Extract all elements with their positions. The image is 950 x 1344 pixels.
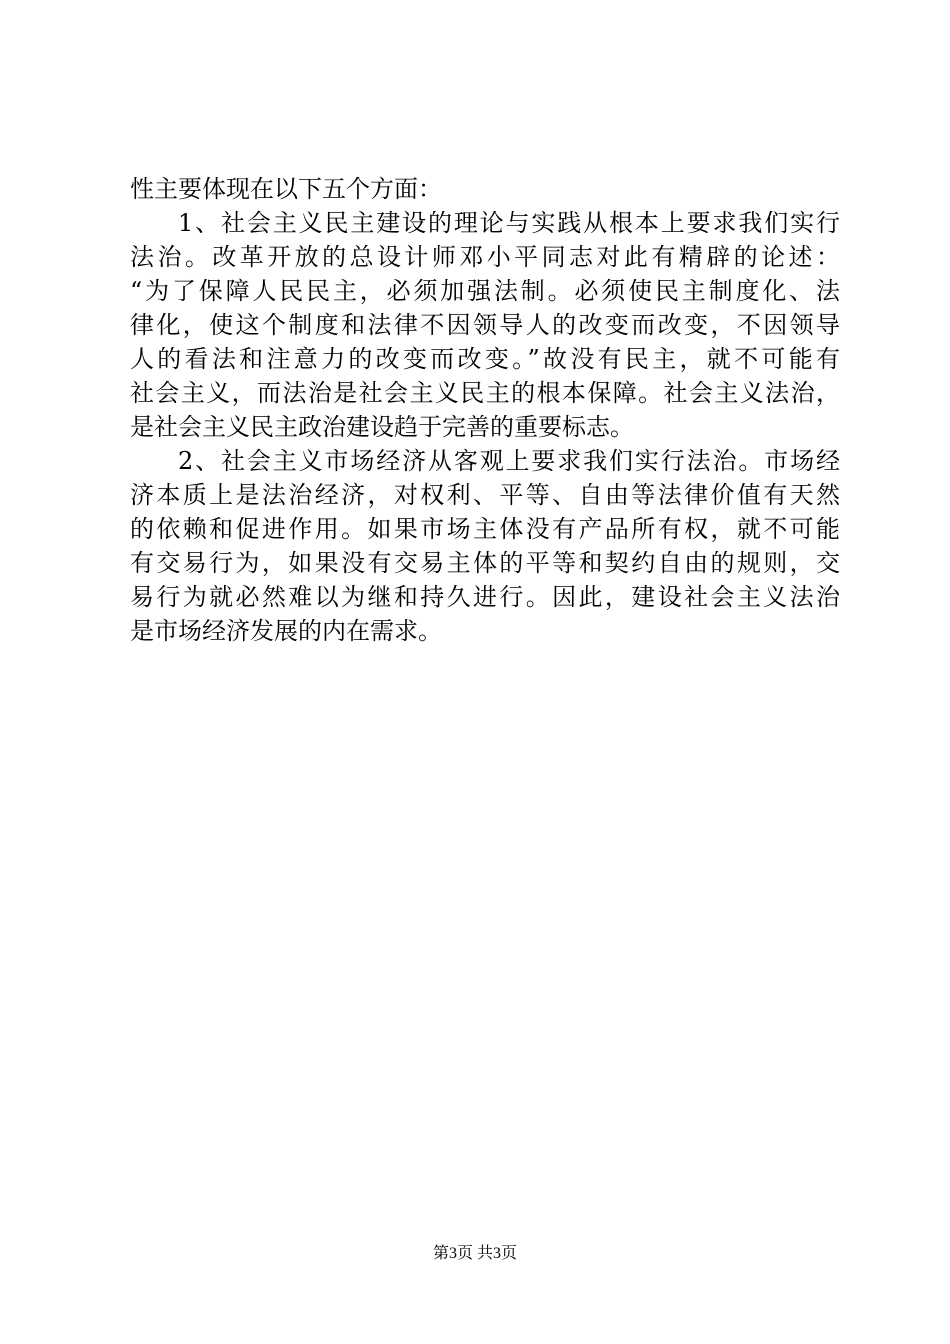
text-line: 有交易行为，如果没有交易主体的平等和契约自由的规则，交	[130, 549, 840, 577]
document-body	[130, 172, 840, 648]
text-line: 人的看法和注意力的改变而改变。”故没有民主，就不可能有	[130, 345, 840, 373]
text-line: 性主要体现在以下五个方面：	[130, 175, 442, 203]
text-line: “为了保障人民民主，必须加强法制。必须使民主制度化、法	[130, 277, 840, 305]
text-line: 的依赖和促进作用。如果市场主体没有产品所有权，就不可能	[130, 515, 840, 543]
paragraph-2-first-line: 2、社会主义市场经济从客观上要求我们实行法治。市场经	[178, 447, 840, 475]
paragraph-1-first-line: 1、社会主义民主建设的理论与实践从根本上要求我们实行	[178, 209, 840, 237]
text-line: 法治。改革开放的总设计师邓小平同志对此有精辟的论述：	[130, 243, 840, 271]
page-number-footer: 第3页 共3页	[432, 1245, 517, 1262]
text-line: 易行为就必然难以为继和持久进行。因此，建设社会主义法治	[130, 583, 840, 611]
text-line: 是市场经济发展的内在需求。	[130, 617, 442, 645]
text-line: 是社会主义民主政治建设趋于完善的重要标志。	[130, 413, 634, 441]
text-line: 济本质上是法治经济，对权利、平等、自由等法律价值有天然	[130, 481, 840, 509]
text-line: 律化，使这个制度和法律不因领导人的改变而改变，不因领导	[130, 311, 840, 339]
text-line: 社会主义，而法治是社会主义民主的根本保障。社会主义法治，	[130, 379, 840, 407]
